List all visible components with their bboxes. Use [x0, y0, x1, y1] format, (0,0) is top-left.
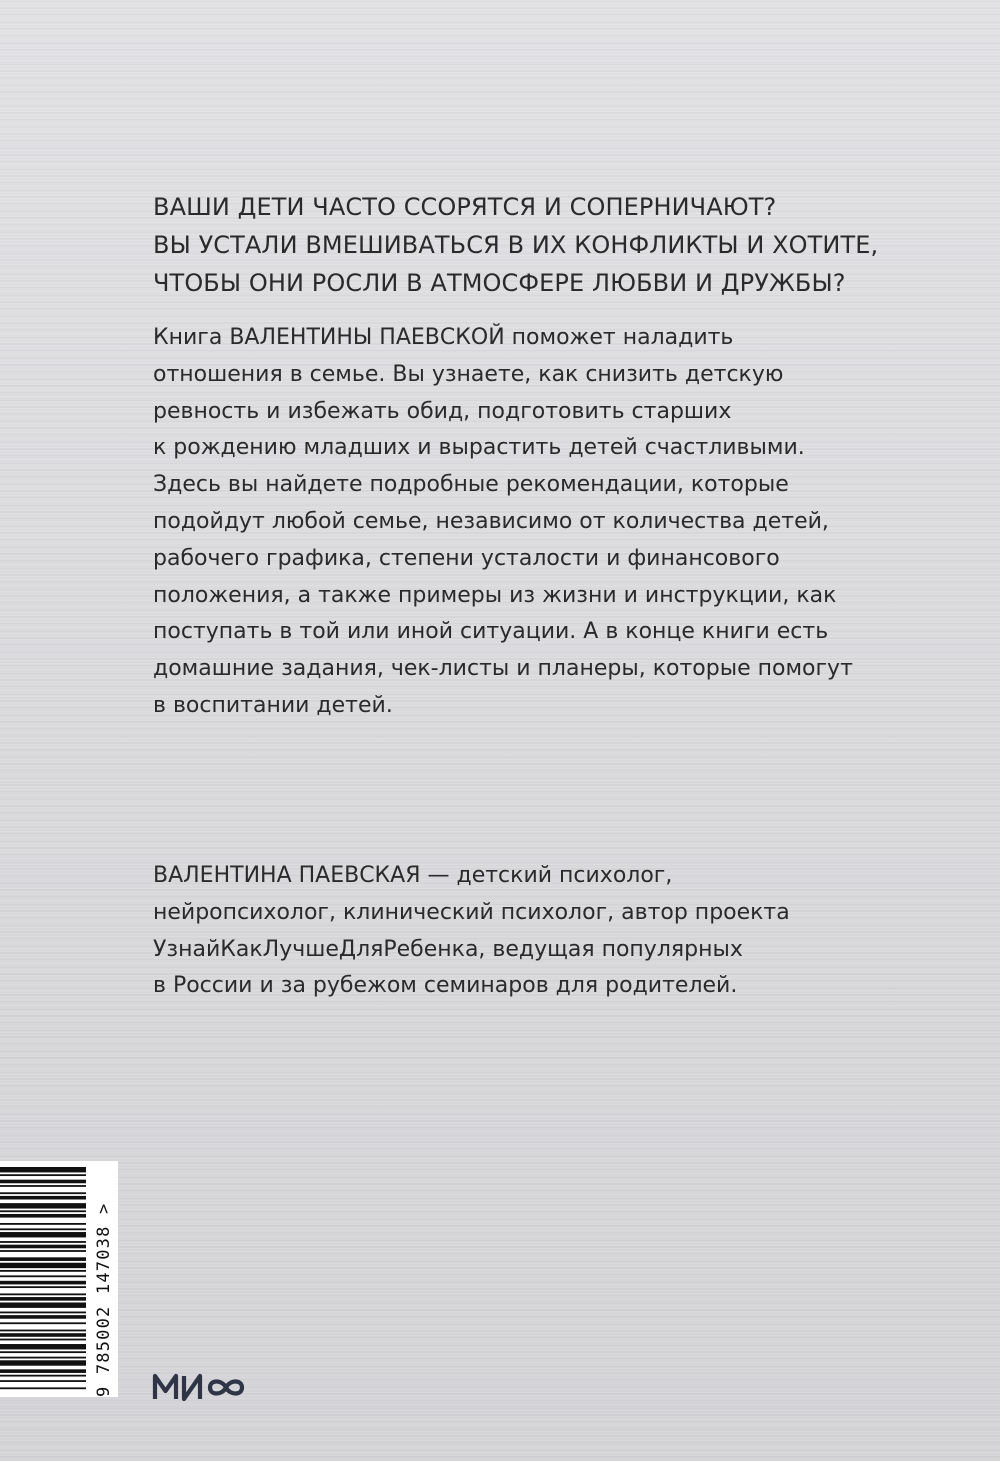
author-bio-line: ВАЛЕНТИНА ПАЕВСКАЯ — детский психолог, [153, 863, 673, 888]
barcode-bar [0, 1257, 86, 1261]
barcode-bar [0, 1286, 86, 1288]
barcode-bar [0, 1203, 86, 1208]
headline-line: ВАШИ ДЕТИ ЧАСТО ССОРЯТСЯ И СОПЕРНИЧАЮТ? [153, 193, 777, 221]
book-description [153, 320, 953, 725]
barcode-bar [0, 1375, 86, 1377]
barcode-bar [0, 1302, 86, 1307]
barcode-bar [0, 1196, 86, 1200]
barcode-bar [0, 1330, 86, 1332]
author-bio-line: нейропсихолог, клинический психолог, автор проекта [153, 899, 790, 925]
isbn-barcode [0, 1161, 118, 1397]
barcode-digits: 9 785002 147038 > [94, 1202, 114, 1397]
barcode-bar [0, 1369, 86, 1373]
author-bio-line: УзнайКакЛучшеДляРебенка, ведущая популярных [153, 936, 743, 962]
barcode-bar [0, 1281, 86, 1285]
headline [153, 188, 953, 302]
barcode-bar [0, 1167, 86, 1172]
barcode-bar [0, 1245, 86, 1249]
barcode-bar [0, 1333, 86, 1337]
barcode-bar [0, 1380, 86, 1382]
description-line: рабочего графика, степени усталости и финансового [153, 545, 780, 571]
barcode-bar [0, 1232, 86, 1237]
barcode-bar [0, 1293, 86, 1295]
barcode-bar [0, 1322, 86, 1324]
barcode-bar [0, 1250, 86, 1252]
barcode-bar [0, 1223, 86, 1225]
description-line: домашние задания, чек-листы и планеры, которые помогут [153, 656, 853, 682]
barcode-bar [0, 1185, 86, 1187]
barcode-bar [0, 1344, 86, 1349]
barcode-bar [0, 1192, 86, 1194]
barcode-bar [0, 1387, 86, 1389]
description-line: ревность и избежать обид, подготовить старших [153, 398, 732, 424]
headline-line: ЧТОБЫ ОНИ РОСЛИ В АТМОСФЕРЕ ЛЮБВИ И ДРУЖБЫ? [153, 269, 846, 297]
barcode-bar [0, 1297, 86, 1301]
barcode-bar [0, 1174, 86, 1176]
barcode-bar [0, 1270, 86, 1272]
description-line: к рождению младших и вырастить детей счастливыми. [153, 435, 805, 461]
barcode-bar [0, 1351, 86, 1353]
description-line: в воспитании детей. [153, 692, 393, 718]
barcode-bar [0, 1228, 86, 1230]
barcode-bar [0, 1275, 86, 1277]
author-bio-line: в России и за рубежом семинаров для родителей. [153, 973, 738, 999]
description-line: отношения в семье. Вы узнаете, как снизить детскую [153, 361, 784, 387]
barcode-bar [0, 1360, 86, 1365]
barcode-bar [0, 1339, 86, 1341]
barcode-bar [0, 1214, 86, 1218]
description-line: поступать в той или иной ситуации. А в конце книги есть [153, 619, 829, 645]
barcode-bar [0, 1180, 86, 1184]
barcode-bars [0, 1161, 90, 1397]
barcode-bar [0, 1312, 86, 1314]
description-line: подойдут любой семье, независимо от количества детей, [153, 508, 829, 534]
author-bio [153, 858, 953, 1005]
description-line: положения, а также примеры из жизни и инструкции, как [153, 582, 837, 608]
barcode-bar [0, 1357, 86, 1359]
barcode-bar [0, 1315, 86, 1319]
headline-line: ВЫ УСТАЛИ ВМЕШИВАТЬСЯ В ИХ КОНФЛИКТЫ И ХОТИТЕ, [153, 231, 879, 259]
description-line: Книга ВАЛЕНТИНЫ ПАЕВСКОЙ поможет наладить [153, 325, 734, 350]
barcode-bar [0, 1263, 86, 1268]
mif-logo-icon [152, 1370, 248, 1404]
barcode-bar [0, 1241, 86, 1243]
description-line: Здесь вы найдете подробные рекомендации, которые [153, 472, 789, 498]
barcode-bar [0, 1210, 86, 1212]
